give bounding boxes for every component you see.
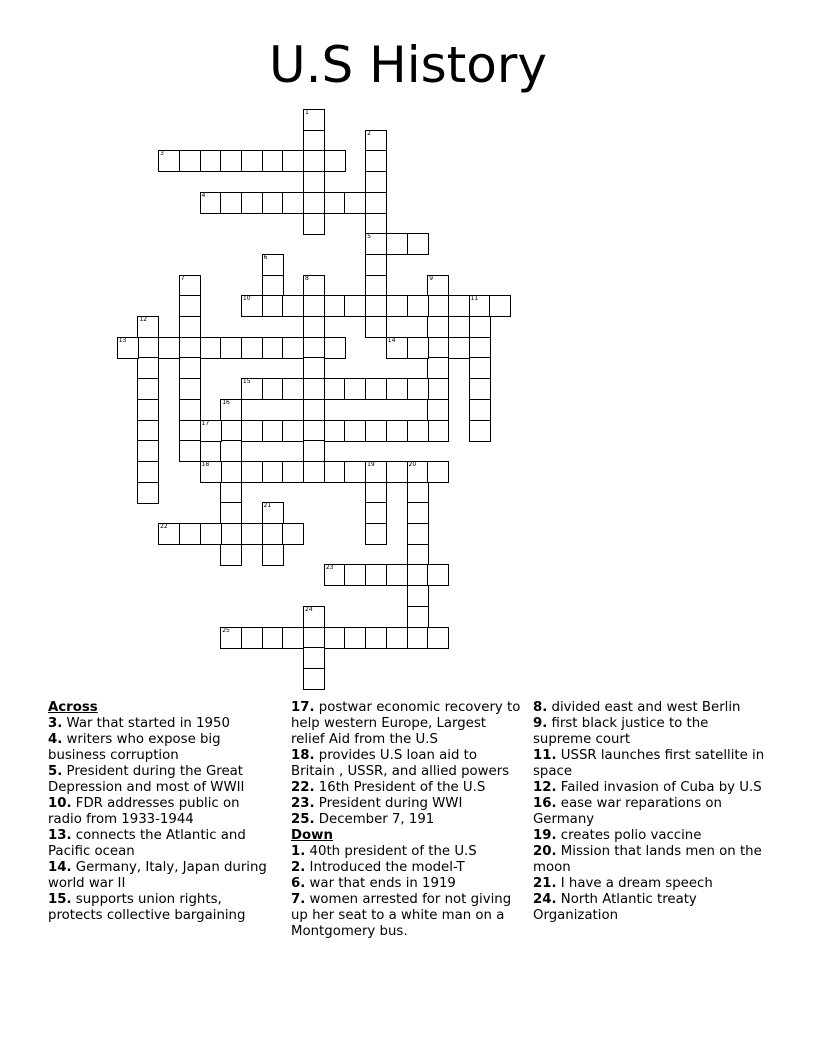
- clue-item-number: 5.: [48, 764, 63, 779]
- grid-cell[interactable]: [303, 130, 325, 152]
- grid-cell[interactable]: [365, 233, 387, 255]
- clue-item: [291, 780, 523, 796]
- clue-item-number: 6.: [291, 876, 306, 891]
- grid-cell[interactable]: [344, 295, 366, 317]
- clue-item-number: 22.: [291, 780, 315, 795]
- grid-cell[interactable]: [427, 295, 449, 317]
- grid-cell[interactable]: [427, 461, 449, 483]
- grid-cell[interactable]: [220, 502, 242, 524]
- grid-cell[interactable]: [220, 420, 242, 442]
- grid-cell[interactable]: [262, 150, 284, 172]
- grid-cell[interactable]: [282, 337, 304, 359]
- grid-cell[interactable]: [179, 378, 201, 400]
- clue-item-number: 14.: [48, 860, 72, 875]
- grid-cell[interactable]: [262, 295, 284, 317]
- grid-cell[interactable]: [220, 399, 242, 421]
- clue-number: 3: [160, 150, 164, 158]
- grid-cell[interactable]: [469, 316, 491, 338]
- clue-item: [48, 732, 270, 764]
- grid-cell[interactable]: [386, 461, 408, 483]
- clue-item-text: 40th president of the U.S: [305, 844, 477, 859]
- grid-cell[interactable]: [262, 378, 284, 400]
- clue-number: 10: [242, 295, 251, 303]
- clue-column-2: [291, 700, 523, 940]
- grid-cell[interactable]: [448, 337, 470, 359]
- grid-cell[interactable]: [303, 440, 325, 462]
- grid-cell[interactable]: [469, 295, 491, 317]
- grid-cell[interactable]: [282, 627, 304, 649]
- grid-cell[interactable]: [137, 440, 159, 462]
- clue-item: [48, 860, 270, 892]
- grid-cell[interactable]: [303, 647, 325, 669]
- grid-cell[interactable]: [262, 627, 284, 649]
- clue-number: 13: [118, 336, 127, 344]
- grid-cell[interactable]: [489, 295, 511, 317]
- grid-cell[interactable]: [303, 109, 325, 131]
- clue-item-number: 8.: [533, 700, 548, 715]
- grid-cell[interactable]: [137, 420, 159, 442]
- grid-cell[interactable]: [179, 399, 201, 421]
- section-heading: Across: [48, 700, 98, 715]
- clue-item-text: Failed invasion of Cuba by U.S: [556, 780, 762, 795]
- grid-cell[interactable]: [262, 254, 284, 276]
- grid-cell[interactable]: [241, 192, 263, 214]
- grid-cell[interactable]: [220, 337, 242, 359]
- grid-cell[interactable]: [303, 295, 325, 317]
- clue-item-text: December 7, 191: [314, 812, 435, 827]
- grid-cell[interactable]: [179, 275, 201, 297]
- clue-item-number: 7.: [291, 892, 306, 907]
- grid-cell[interactable]: [282, 461, 304, 483]
- grid-cell[interactable]: [282, 523, 304, 545]
- clue-item-text: 16th President of the U.S: [314, 780, 486, 795]
- clue-item-number: 2.: [291, 860, 306, 875]
- section-heading: Down: [291, 828, 333, 843]
- clue-number: 20: [408, 460, 417, 468]
- grid-cell[interactable]: [220, 627, 242, 649]
- clue-item-text: Introduced the model-T: [305, 860, 465, 875]
- clue-item-number: 16.: [533, 796, 557, 811]
- grid-cell[interactable]: [427, 357, 449, 379]
- grid-cell[interactable]: [386, 378, 408, 400]
- grid-cell[interactable]: [407, 295, 429, 317]
- clue-item: [291, 860, 523, 876]
- grid-cell[interactable]: [324, 378, 346, 400]
- grid-cell[interactable]: [200, 337, 222, 359]
- clue-item-text: President during the Great Depression and most of WWII: [48, 764, 245, 795]
- grid-cell[interactable]: [282, 192, 304, 214]
- grid-cell[interactable]: [324, 627, 346, 649]
- grid-cell[interactable]: [407, 337, 429, 359]
- grid-cell[interactable]: [262, 461, 284, 483]
- grid-cell[interactable]: [137, 482, 159, 504]
- clue-number: 19: [367, 460, 375, 468]
- clue-item: [533, 716, 765, 748]
- grid-cell[interactable]: [386, 295, 408, 317]
- grid-cell[interactable]: [407, 461, 429, 483]
- grid-cell[interactable]: [365, 295, 387, 317]
- grid-cell[interactable]: [386, 627, 408, 649]
- grid-cell[interactable]: [427, 420, 449, 442]
- grid-cell[interactable]: [365, 420, 387, 442]
- clue-number: 16: [222, 398, 230, 406]
- grid-cell[interactable]: [241, 337, 263, 359]
- grid-cell[interactable]: [179, 295, 201, 317]
- grid-cell[interactable]: [365, 213, 387, 235]
- grid-cell[interactable]: [262, 502, 284, 524]
- grid-cell[interactable]: [137, 378, 159, 400]
- clue-item: [291, 876, 523, 892]
- grid-cell[interactable]: [262, 192, 284, 214]
- grid-cell[interactable]: [448, 295, 470, 317]
- grid-cell[interactable]: [220, 440, 242, 462]
- clue-item-text: War that started in 1950: [62, 716, 230, 731]
- grid-cell[interactable]: [282, 150, 304, 172]
- clue-item-number: 25.: [291, 812, 315, 827]
- clue-number: 23: [325, 564, 334, 572]
- grid-cell[interactable]: [282, 378, 304, 400]
- grid-cell[interactable]: [407, 606, 429, 628]
- grid-cell[interactable]: [427, 627, 449, 649]
- grid-cell[interactable]: [407, 544, 429, 566]
- grid-cell[interactable]: [344, 378, 366, 400]
- clue-item-number: 3.: [48, 716, 63, 731]
- grid-cell[interactable]: [344, 420, 366, 442]
- clue-item-text: FDR addresses public on radio from 1933-1944: [48, 796, 240, 827]
- grid-cell[interactable]: [407, 627, 429, 649]
- grid-cell[interactable]: [469, 357, 491, 379]
- clue-item-number: 20.: [533, 844, 557, 859]
- grid-cell[interactable]: [137, 357, 159, 379]
- clue-item-text: women arrested for not giving up her seat to a white man on a Montgomery bus.: [291, 892, 512, 939]
- clue-item: [533, 828, 765, 844]
- clue-item: [533, 780, 765, 796]
- grid-cell[interactable]: [241, 523, 263, 545]
- grid-cell[interactable]: [324, 150, 346, 172]
- clue-item-number: 19.: [533, 828, 557, 843]
- grid-cell[interactable]: [303, 420, 325, 442]
- clue-item: [48, 828, 270, 860]
- clue-item: [291, 844, 523, 860]
- grid-cell[interactable]: [344, 564, 366, 586]
- grid-cell[interactable]: [241, 420, 263, 442]
- grid-cell[interactable]: [386, 233, 408, 255]
- grid-cell[interactable]: [407, 420, 429, 442]
- grid-cell[interactable]: [179, 337, 201, 359]
- grid-cell[interactable]: [324, 337, 346, 359]
- grid-cell[interactable]: [303, 316, 325, 338]
- grid-cell[interactable]: [179, 420, 201, 442]
- clue-item-text: Mission that lands men on the moon: [533, 844, 762, 875]
- grid-cell[interactable]: [427, 564, 449, 586]
- grid-cell[interactable]: [200, 192, 222, 214]
- clue-item-text: USSR launches first satellite in space: [533, 748, 765, 779]
- clue-item-number: 11.: [533, 748, 557, 763]
- grid-cell[interactable]: [324, 295, 346, 317]
- grid-cell[interactable]: [303, 606, 325, 628]
- grid-cell[interactable]: [179, 316, 201, 338]
- grid-cell[interactable]: [262, 544, 284, 566]
- grid-cell[interactable]: [365, 461, 387, 483]
- clue-item: [533, 892, 765, 924]
- grid-cell[interactable]: [365, 254, 387, 276]
- grid-cell[interactable]: [241, 295, 263, 317]
- grid-cell[interactable]: [137, 337, 159, 359]
- clue-item-text: supports union rights, protects collective bargaining: [48, 892, 246, 923]
- clue-number: 18: [201, 460, 210, 468]
- grid-cell[interactable]: [365, 275, 387, 297]
- clue-number: 25: [222, 626, 230, 634]
- clue-item-text: writers who expose big business corruption: [48, 732, 221, 763]
- clue-item: [533, 748, 765, 780]
- grid-cell[interactable]: [324, 420, 346, 442]
- grid-cell[interactable]: [407, 585, 429, 607]
- grid-cell[interactable]: [200, 461, 222, 483]
- clue-column-3: [533, 700, 765, 924]
- grid-cell[interactable]: [469, 337, 491, 359]
- clue-item-number: 17.: [291, 700, 315, 715]
- clue-item: [291, 748, 523, 780]
- grid-cell[interactable]: [179, 440, 201, 462]
- clue-item: [48, 716, 270, 732]
- grid-cell[interactable]: [158, 150, 180, 172]
- grid-cell[interactable]: [427, 378, 449, 400]
- grid-cell[interactable]: [344, 627, 366, 649]
- grid-cell[interactable]: [365, 627, 387, 649]
- grid-cell[interactable]: [158, 523, 180, 545]
- grid-cell[interactable]: [324, 461, 346, 483]
- clue-item-text: first black justice to the supreme court: [533, 716, 709, 747]
- grid-cell[interactable]: [137, 399, 159, 421]
- grid-cell[interactable]: [200, 523, 222, 545]
- grid-cell[interactable]: [241, 378, 263, 400]
- grid-cell[interactable]: [407, 564, 429, 586]
- grid-cell[interactable]: [220, 192, 242, 214]
- clue-number: 24: [305, 605, 313, 613]
- grid-cell[interactable]: [407, 523, 429, 545]
- clue-number: 21: [263, 502, 272, 510]
- clue-number: 15: [242, 378, 251, 386]
- clue-item: [48, 892, 270, 924]
- grid-cell[interactable]: [220, 523, 242, 545]
- grid-cell[interactable]: [427, 399, 449, 421]
- grid-cell[interactable]: [407, 482, 429, 504]
- clue-item-number: 10.: [48, 796, 72, 811]
- grid-cell[interactable]: [200, 150, 222, 172]
- grid-cell[interactable]: [365, 502, 387, 524]
- grid-cell[interactable]: [282, 295, 304, 317]
- grid-cell[interactable]: [427, 275, 449, 297]
- clue-number: 12: [139, 316, 148, 323]
- clue-item-number: 18.: [291, 748, 315, 763]
- grid-cell[interactable]: [344, 192, 366, 214]
- clue-item: [291, 796, 523, 812]
- clue-item: [48, 796, 270, 828]
- grid-cell[interactable]: [262, 337, 284, 359]
- clue-number: 1: [305, 109, 309, 116]
- clue-number: 9: [429, 274, 434, 282]
- clue-item: [48, 764, 270, 796]
- grid-cell[interactable]: [386, 420, 408, 442]
- grid-cell[interactable]: [386, 564, 408, 586]
- clue-item-text: creates polio vaccine: [556, 828, 702, 843]
- grid-cell[interactable]: [324, 192, 346, 214]
- clue-number: 14: [387, 336, 396, 344]
- grid-cell[interactable]: [137, 461, 159, 483]
- grid-cell[interactable]: [282, 420, 304, 442]
- clue-item: [291, 892, 523, 940]
- clue-item-text: North Atlantic treaty Organization: [533, 892, 697, 923]
- clue-item-text: war that ends in 1919: [305, 876, 456, 891]
- clue-item-text: connects the Atlantic and Pacific ocean: [48, 828, 246, 859]
- grid-cell[interactable]: [365, 564, 387, 586]
- grid-cell[interactable]: [386, 337, 408, 359]
- clue-column-1: [48, 700, 270, 924]
- clue-item-text: President during WWI: [314, 796, 463, 811]
- clue-item-number: 12.: [533, 780, 557, 795]
- grid-cell[interactable]: [200, 420, 222, 442]
- grid-cell[interactable]: [365, 171, 387, 193]
- grid-cell[interactable]: [303, 192, 325, 214]
- clue-item-number: 23.: [291, 796, 315, 811]
- grid-cell[interactable]: [469, 420, 491, 442]
- grid-cell[interactable]: [469, 399, 491, 421]
- clue-item-text: Germany, Italy, Japan during world war II: [48, 860, 267, 891]
- grid-cell[interactable]: [220, 150, 242, 172]
- grid-cell[interactable]: [303, 668, 325, 690]
- grid-cell[interactable]: [303, 150, 325, 172]
- grid-cell[interactable]: [303, 627, 325, 649]
- clue-number: 2: [367, 129, 371, 137]
- grid-cell[interactable]: [469, 378, 491, 400]
- grid-cell[interactable]: [137, 316, 159, 338]
- clue-item-number: 4.: [48, 732, 63, 747]
- grid-cell[interactable]: [365, 316, 387, 338]
- grid-cell[interactable]: [303, 461, 325, 483]
- grid-cell[interactable]: [427, 316, 449, 338]
- grid-cell[interactable]: [179, 523, 201, 545]
- clue-item-number: 24.: [533, 892, 557, 907]
- grid-cell[interactable]: [179, 150, 201, 172]
- grid-cell[interactable]: [179, 357, 201, 379]
- grid-cell[interactable]: [241, 627, 263, 649]
- clue-item: [291, 700, 523, 748]
- grid-cell[interactable]: [365, 130, 387, 152]
- grid-cell[interactable]: [262, 420, 284, 442]
- grid-cell[interactable]: [220, 482, 242, 504]
- clue-item: [533, 796, 765, 828]
- grid-cell[interactable]: [262, 275, 284, 297]
- grid-cell[interactable]: [303, 399, 325, 421]
- grid-cell[interactable]: [303, 171, 325, 193]
- grid-cell[interactable]: [241, 150, 263, 172]
- grid-cell[interactable]: [365, 150, 387, 172]
- clue-item: [291, 812, 523, 828]
- clue-item-number: 21.: [533, 876, 557, 891]
- clue-item-text: provides U.S loan aid to Britain , USSR, and allied powers: [291, 748, 510, 779]
- clue-item: [533, 876, 765, 892]
- clue-number: 5: [367, 233, 371, 241]
- clue-number: 22: [160, 523, 168, 530]
- clue-item-text: postwar economic recovery to help western Europe, Largest relief Aid from the U.S: [291, 700, 521, 747]
- clue-item-number: 9.: [533, 716, 548, 731]
- puzzle-title: U.S History: [268, 36, 547, 94]
- clue-item-number: 13.: [48, 828, 72, 843]
- clue-item-text: I have a dream speech: [556, 876, 713, 891]
- clue-item: [533, 700, 765, 716]
- grid-cell[interactable]: [365, 523, 387, 545]
- grid-cell[interactable]: [303, 337, 325, 359]
- grid-cell[interactable]: [365, 482, 387, 504]
- grid-cell[interactable]: [324, 564, 346, 586]
- clue-item-text: divided east and west Berlin: [547, 700, 741, 715]
- clue-item-text: ease war reparations on Germany: [533, 796, 722, 827]
- clue-number: 4: [201, 191, 206, 199]
- grid-cell[interactable]: [303, 275, 325, 297]
- clue-number: 6: [263, 253, 268, 261]
- grid-cell[interactable]: [241, 461, 263, 483]
- grid-cell[interactable]: [220, 544, 242, 566]
- grid-cell[interactable]: [262, 523, 284, 545]
- grid-cell[interactable]: [365, 192, 387, 214]
- clue-item-number: 1.: [291, 844, 306, 859]
- grid-cell[interactable]: [407, 378, 429, 400]
- grid-cell[interactable]: [407, 233, 429, 255]
- grid-cell[interactable]: [303, 378, 325, 400]
- grid-cell[interactable]: [427, 337, 449, 359]
- grid-cell[interactable]: [117, 337, 139, 359]
- grid-cell[interactable]: [220, 461, 242, 483]
- clue-item-number: 15.: [48, 892, 72, 907]
- clue-item: [533, 844, 765, 876]
- grid-cell[interactable]: [407, 502, 429, 524]
- grid-cell[interactable]: [158, 337, 180, 359]
- clue-number: 11: [470, 295, 479, 303]
- clue-number: 17: [201, 419, 210, 427]
- clue-number: 7: [180, 274, 185, 282]
- clue-number: 8: [305, 274, 309, 282]
- grid-cell[interactable]: [303, 213, 325, 235]
- grid-cell[interactable]: [344, 461, 366, 483]
- grid-cell[interactable]: [303, 357, 325, 379]
- grid-cell[interactable]: [365, 378, 387, 400]
